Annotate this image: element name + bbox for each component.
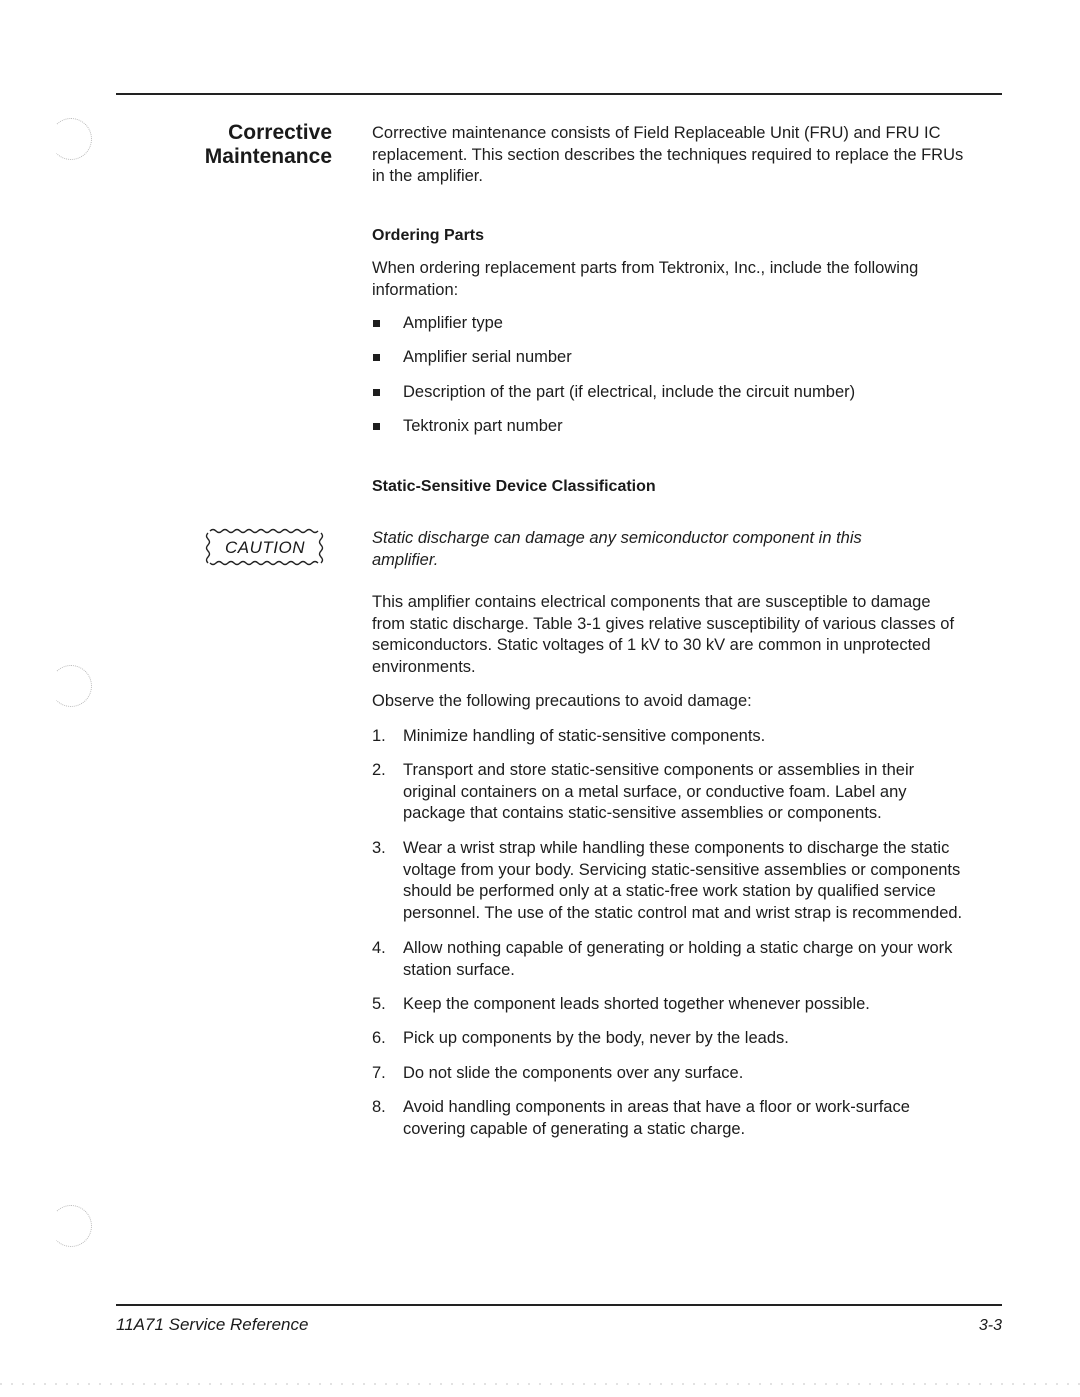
static-paragraph-line: environments. xyxy=(372,657,476,676)
static-paragraph-line: This amplifier contains electrical components that are susceptible to damage xyxy=(372,593,931,611)
precaution-line: voltage from your body. Servicing static-sensitive assemblies or components xyxy=(403,860,961,879)
binder-hole-top xyxy=(50,118,92,160)
precaution-number: 7. xyxy=(372,1064,386,1082)
ordering-parts-heading: Ordering Parts xyxy=(372,227,485,244)
page-number: 3-3 xyxy=(978,1317,1002,1334)
scan-edge-specks xyxy=(0,1383,1080,1385)
precaution-number: 3. xyxy=(372,839,386,857)
intro-line: in the amplifier. xyxy=(372,167,483,185)
binder-hole-bottom xyxy=(50,1205,92,1247)
caution-message xyxy=(372,528,1000,571)
bullet-text: Tektronix part number xyxy=(403,417,563,435)
precaution-line: station surface. xyxy=(403,960,515,979)
caution-line: amplifier. xyxy=(372,550,439,569)
section-heading-line-2: Maintenance xyxy=(204,145,332,168)
bullet-square-icon xyxy=(373,423,380,430)
precaution-line: original containers on a metal surface, or conductive foam. Label any xyxy=(403,782,907,801)
section-heading xyxy=(205,121,332,169)
caution-badge xyxy=(204,527,326,567)
precaution-line: personnel. The use of the static control mat and wrist strap is recommended. xyxy=(403,903,963,922)
precaution-line: Allow nothing capable of generating or holding a static charge on your work xyxy=(403,939,953,957)
precaution-line: Transport and store static-sensitive components or assemblies in their xyxy=(403,761,915,779)
footer-title: 11A71 Service Reference xyxy=(116,1315,309,1334)
precaution-line: Minimize handling of static-sensitive components. xyxy=(403,727,766,745)
precaution-line: should be performed only at a static-free work station by qualified service xyxy=(403,882,936,900)
ordering-lead-paragraph xyxy=(372,258,1000,301)
top-rule xyxy=(116,93,1002,95)
bullet-text: Amplifier type xyxy=(403,314,503,332)
precaution-line: covering capable of generating a static charge. xyxy=(403,1119,746,1138)
precaution-number: 2. xyxy=(372,761,386,779)
precaution-line: package that contains static-sensitive assemblies or components. xyxy=(403,804,882,822)
intro-line: Corrective maintenance consists of Field Replaceable Unit (FRU) and FRU IC xyxy=(372,124,941,142)
precaution-line: Keep the component leads shorted together whenever possible. xyxy=(403,995,870,1013)
precaution-number: 1. xyxy=(372,727,386,745)
precautions-lead: Observe the following precautions to avoid damage: xyxy=(372,692,752,710)
caution-line: Static discharge can damage any semiconductor component in this xyxy=(372,529,862,547)
precaution-line: Avoid handling components in areas that have a floor or work-surface xyxy=(403,1098,910,1116)
precaution-line: Pick up components by the body, never by the leads. xyxy=(403,1029,789,1047)
precaution-number: 5. xyxy=(372,995,386,1013)
bullet-square-icon xyxy=(373,389,380,396)
bullet-square-icon xyxy=(373,354,380,361)
caution-label: CAUTION xyxy=(225,538,305,557)
ordering-lead-line: When ordering replacement parts from Tektronix, Inc., include the following xyxy=(372,259,919,277)
static-paragraph-line: from static discharge. Table 3-1 gives relative susceptibility of various classes of xyxy=(372,614,955,633)
static-paragraph xyxy=(372,592,1000,678)
precaution-number: 8. xyxy=(372,1098,386,1116)
bottom-rule xyxy=(116,1304,1002,1306)
section-heading-line-1: Corrective xyxy=(228,121,332,144)
precaution-line: Wear a wrist strap while handling these components to discharge the static xyxy=(403,839,950,857)
binder-hole-middle xyxy=(50,665,92,707)
precaution-number: 6. xyxy=(372,1029,386,1047)
intro-line: replacement. This section describes the techniques required to replace the FRUs xyxy=(372,145,964,164)
bullet-text: Description of the part (if electrical, include the circuit number) xyxy=(403,383,856,401)
intro-paragraph xyxy=(372,123,1000,188)
ordering-lead-line: information: xyxy=(372,280,459,299)
precaution-number: 4. xyxy=(372,939,386,957)
static-paragraph-line: semiconductors. Static voltages of 1 kV to 30 kV are common in unprotected xyxy=(372,636,931,654)
bullet-square-icon xyxy=(373,320,380,327)
bullet-text: Amplifier serial number xyxy=(403,348,572,366)
precaution-line: Do not slide the components over any surface. xyxy=(403,1064,744,1082)
static-sensitive-heading: Static-Sensitive Device Classification xyxy=(372,478,656,495)
